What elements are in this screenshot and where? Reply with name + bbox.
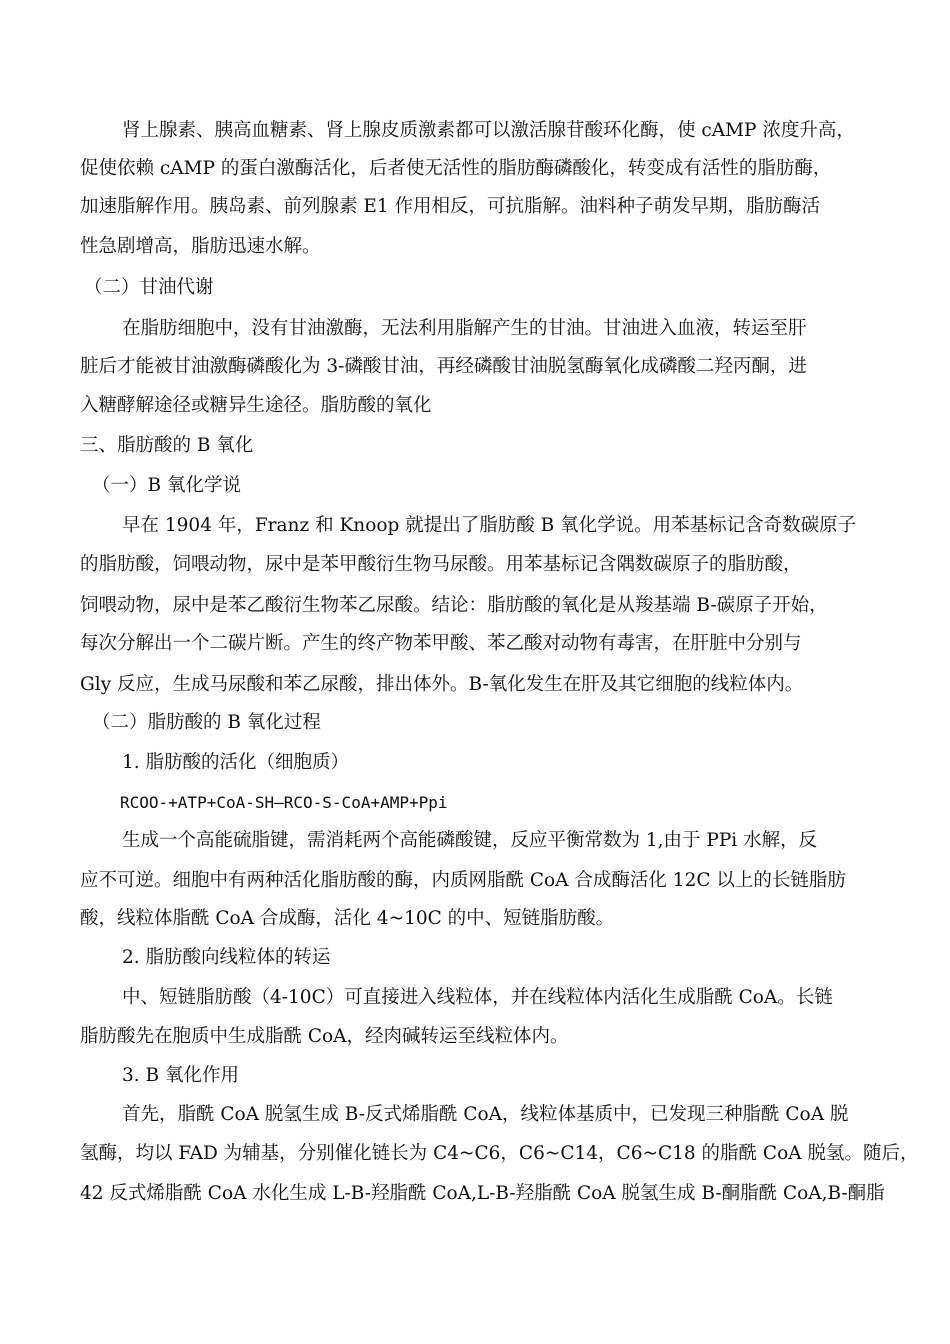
reaction-equation: RCOO-+ATP+CoA-SH—RCO-S-CoA+AMP+Ppi — [120, 793, 448, 812]
section-heading: （二）脂肪酸的 B 氧化过程 — [92, 712, 321, 733]
section-heading: （二）甘油代谢 — [84, 277, 214, 298]
paragraph-line: 脂肪酸先在胞质中生成脂酰 CoA，经肉碱转运至线粒体内。 — [80, 1026, 569, 1047]
paragraph-line: 入糖酵解途径或糖异生途径。脂肪酸的氧化 — [80, 395, 432, 416]
subsection-heading: 2. 脂肪酸向线粒体的转运 — [122, 947, 331, 968]
paragraph-line: 每次分解出一个二碳片断。产生的终产物苯甲酸、苯乙酸对动物有毒害，在肝脏中分别与 — [80, 633, 802, 654]
paragraph-line: 加速脂解作用。胰岛素、前列腺素 E1 作用相反，可抗脂解。油料种子萌发早期，脂肪酶活 — [80, 196, 821, 217]
paragraph-line: 酸，线粒体脂酰 CoA 合成酶，活化 4~10C 的中、短链脂肪酸。 — [80, 908, 615, 929]
paragraph-line: Gly 反应，生成马尿酸和苯乙尿酸，排出体外。B-氧化发生在肝及其它细胞的线粒体内。 — [80, 674, 804, 695]
paragraph-line: 应不可逆。细胞中有两种活化脂肪酸的酶，内质网脂酰 CoA 合成酶活化 12C 以上的长链脂肪 — [80, 870, 846, 891]
paragraph-line: 42 反式烯脂酰 CoA 水化生成 L-B-羟脂酰 CoA,L-B-羟脂酰 CoA 脱氢生成 B-酮脂酰 CoA,B-酮脂 — [80, 1183, 885, 1204]
section-heading: （一）B 氧化学说 — [92, 475, 241, 496]
paragraph-line: 性急剧增高，脂肪迅速水解。 — [80, 236, 321, 257]
section-heading: 三、脂肪酸的 B 氧化 — [80, 435, 254, 456]
paragraph-line: 肾上腺素、胰高血糖素、肾上腺皮质激素都可以激活腺苷酸环化酶，使 cAMP 浓度升高， — [122, 120, 855, 141]
paragraph-line: 早在 1904 年，Franz 和 Knoop 就提出了脂肪酸 B 氧化学说。用苯基标记含奇数碳原子 — [122, 515, 857, 536]
paragraph-line: 脏后才能被甘油激酶磷酸化为 3-磷酸甘油，再经磷酸甘油脱氢酶氧化成磷酸二羟丙酮，进 — [80, 356, 807, 377]
paragraph-line: 饲喂动物，尿中是苯乙酸衍生物苯乙尿酸。结论：脂肪酸的氧化是从羧基端 B-碳原子开始， — [80, 595, 828, 616]
subsection-heading: 3. B 氧化作用 — [122, 1065, 240, 1086]
paragraph-line: 的脂肪酸，饲喂动物，尿中是苯甲酸衍生物马尿酸。用苯基标记含隅数碳原子的脂肪酸， — [80, 554, 802, 575]
paragraph-line: 首先，脂酰 CoA 脱氢生成 B-反式烯脂酰 CoA，线粒体基质中，已发现三种脂酰 CoA 脱 — [122, 1104, 849, 1125]
subsection-heading: 1. 脂肪酸的活化（细胞质） — [122, 752, 350, 773]
paragraph-line: 中、短链脂肪酸（4-10C）可直接进入线粒体，并在线粒体内活化生成脂酰 CoA。长链 — [122, 987, 833, 1008]
paragraph-line: 促使依赖 cAMP 的蛋白激酶活化，后者使无活性的脂肪酶磷酸化，转变成有活性的脂肪酶， — [80, 158, 832, 179]
paragraph-line: 在脂肪细胞中，没有甘油激酶，无法利用脂解产生的甘油。甘油进入血液，转运至肝 — [122, 318, 807, 339]
paragraph-line: 氢酶，均以 FAD 为辅基，分别催化链长为 C4~C6，C6~C14，C6~C18 的脂酰 CoA 脱氢。随后， — [80, 1143, 919, 1164]
paragraph-line: 生成一个高能硫脂键，需消耗两个高能磷酸键，反应平衡常数为 1,由于 PPi 水解，反 — [122, 830, 818, 851]
